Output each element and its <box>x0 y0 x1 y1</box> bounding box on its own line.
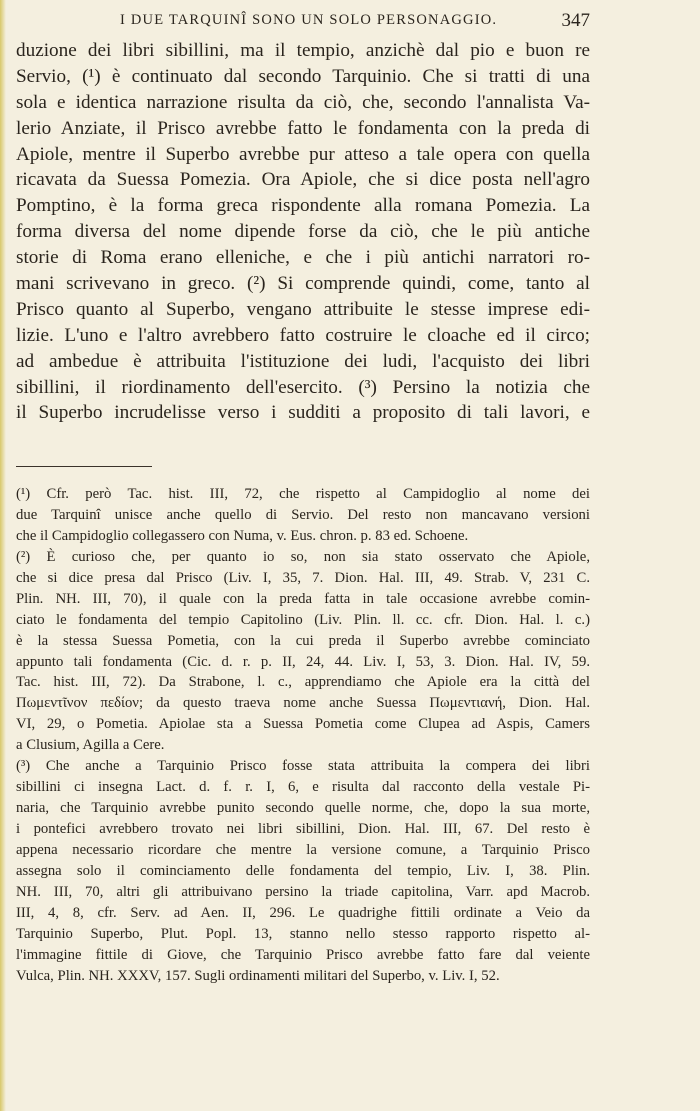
text-line: storie di Roma erano elleniche, e che i più antichi narratori ro- <box>16 247 590 269</box>
footnote-line: Tac. hist. III, 72). Da Strabone, l. c., apprendiamo che Apiole era la città del <box>16 674 590 691</box>
text-line: lerio Anziate, il Prisco avrebbe fatto le fondamenta con la preda di <box>16 117 590 139</box>
footnote-line: i pontefici avrebbero trovato nei libri sibillini, Dion. Hal. III, 67. Del resto è <box>16 821 590 837</box>
text-line: ad ambedue è attribuita l'istituzione dei ludi, l'acquisto dei libri <box>16 350 590 372</box>
page-number: 347 <box>561 10 590 31</box>
footnote-line: appena necessario ricordare che mentre la versione comune, a Tarquinio Prisco <box>16 841 590 858</box>
running-head: I DUE TARQUINÎ SONO UN SOLO PERSONAGGIO. <box>120 12 498 28</box>
text-line: duzione dei libri sibillini, ma il tempio, anzichè dal pio e buon re <box>16 40 590 61</box>
footnote-separator <box>16 466 152 467</box>
text-line: sola e identica narrazione risulta da ciò, che, secondo l'annalista Va- <box>16 91 590 113</box>
footnote-line: Vulca, Plin. NH. XXXV, 157. Sugli ordinamenti militari del Superbo, v. Liv. I, 52. <box>16 967 500 984</box>
footnote-line: (²) È curioso che, per quanto io so, non sia stato osservato che Apiole, <box>16 548 590 565</box>
footnote-line: che il Campidoglio collegassero con Numa, v. Eus. chron. p. 83 ed. Schoene. <box>16 527 469 544</box>
footnote-line: è la stessa Suessa Pometia, con la cui preda il Superbo avrebbe cominciato <box>16 632 590 649</box>
text-line: lizie. L'uno e l'altro avrebbero fatto costruire le cloache ed il circo; <box>16 324 590 346</box>
text-line: Servio, (¹) è continuato dal secondo Tarquinio. Che si tratti di una <box>16 65 590 87</box>
footnote-line: VI, 29, o Pometia. Apiolae sta a Suessa Pometia come Clupea ad Aspis, Camers <box>16 716 590 733</box>
text-line: Apiole, mentre il Superbo avrebbe pur atteso a tale opera con quella <box>16 143 590 165</box>
text-line: il Superbo incrudelisse verso i sudditi a proposito di tali lavori, e <box>16 402 590 424</box>
footnote-line: III, 4, 8, cfr. Serv. ad Aen. II, 296. Le quadrighe fittili ordinate a Veio da <box>16 904 590 921</box>
text-line: forma diversa del nome dipende forse da ciò, che le più antiche <box>16 221 590 243</box>
text-line: ricavata da Suessa Pomezia. Ora Apiole, che si dice posta nell'agro <box>16 169 590 191</box>
text-line: sibillini, il riordinamento dell'esercito. (³) Persino la notizia che <box>16 376 590 398</box>
footnote-line: naria, che Tarquinio avrebbe punito secondo quelle norme, che, dopo la sua morte, <box>16 800 590 817</box>
footnote-line: (³) Che anche a Tarquinio Prisco fosse stata attribuita la compera dei libri <box>16 758 590 775</box>
page-edge-shadow <box>0 0 6 1111</box>
footnote-line: due Tarquinî unisce anche quello di Servio. Del resto non mancavano versioni <box>16 506 590 523</box>
footnote-line: Plin. NH. III, 70), il quale con la preda fatta in tale occasione avrebbe comin- <box>16 590 590 607</box>
main-text <box>16 38 590 426</box>
footnotes <box>16 484 590 987</box>
text-line: mani scrivevano in greco. (²) Si comprende quindi, come, tanto al <box>16 273 590 295</box>
text-line: Pomptino, è la forma greca rispondente alla romana Pomezia. La <box>16 195 590 217</box>
text-line: Prisco quanto al Superbo, vengano attribuite le stesse imprese edi- <box>16 298 590 320</box>
footnote-line: a Clusium, Agilla a Cere. <box>16 737 165 754</box>
footnote-line: sibillini ci insegna Lact. d. f. r. I, 6, e risulta dal racconto della vestale Pi- <box>16 779 590 796</box>
page-header <box>16 10 590 36</box>
footnote-line: che si dice presa dal Prisco (Liv. I, 35, 7. Dion. Hal. III, 49. Strab. V, 231 C. <box>16 569 590 586</box>
footnote-line: ciato le fondamenta del tempio Capitolino (Liv. Plin. ll. cc. cfr. Dion. Hal. l. c.) <box>16 611 590 628</box>
footnote-line: Πωμεντῖνον πεδίον; da questo traeva nome anche Suessa Πωμεντιανή, Dion. Hal. <box>16 695 590 712</box>
footnote-line: NH. III, 70, altri gli attribuivano persino la triade capitolina, Varr. apd Macrob. <box>16 883 590 900</box>
footnote-line: appunto tali fondamenta (Cic. d. r. p. II, 24, 44. Liv. I, 53, 3. Dion. Hal. IV, 59. <box>16 653 590 670</box>
footnote-line: assegna solo il cominciamento delle fondamenta del tempio, Liv. I, 38. Plin. <box>16 862 590 879</box>
footnote-line: l'immagine fittile di Giove, che Tarquinio Prisco avrebbe fatto fare dal veiente <box>16 946 590 963</box>
footnote-line: (¹) Cfr. però Tac. hist. III, 72, che rispetto al Campidoglio al nome dei <box>16 486 590 502</box>
footnote-line: Tarquinio Superbo, Plut. Popl. 13, stanno nello stesso rapporto rispetto al- <box>16 925 590 942</box>
